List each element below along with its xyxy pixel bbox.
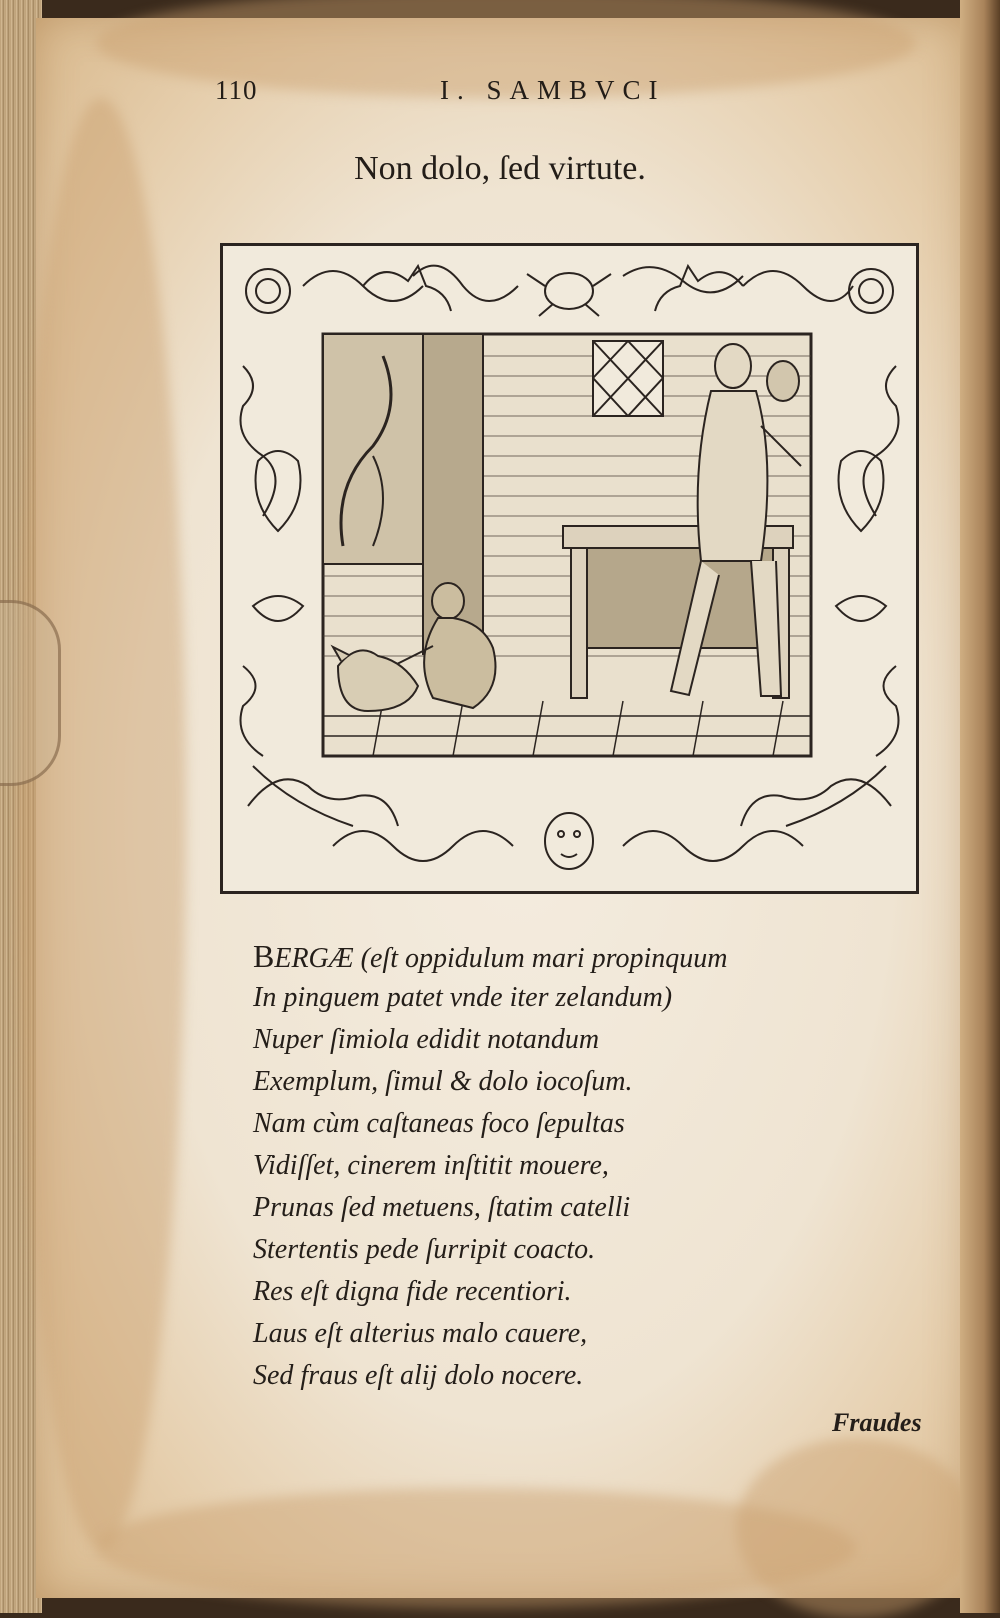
poem-line-5: Nam cùm caſtaneas foco ſepultas xyxy=(253,1108,625,1139)
catchword: Fraudes xyxy=(832,1408,922,1437)
poem-line-8: Stertentis pede ſurripit coacto. xyxy=(253,1234,596,1265)
poem-line-7: Prunas ſed metuens, ſtatim catelli xyxy=(253,1192,631,1223)
emblem-motto: Non dolo, ſed virtute. xyxy=(354,150,646,187)
page-number: 110 xyxy=(215,75,258,105)
poem-line-4: Exemplum, ſimul & dolo iocoſum. xyxy=(253,1066,633,1097)
gutter xyxy=(960,0,1000,1613)
turtle-icon xyxy=(527,273,611,316)
running-title: I. SAMBVCI xyxy=(440,75,666,105)
window-icon xyxy=(593,341,663,416)
poem-line-1-text: ERGÆ (eſt oppidulum mari propinquum xyxy=(274,943,728,974)
poem-line-10: Laus eſt alterius malo cauere, xyxy=(253,1318,588,1349)
poem-line-6: Vidiſſet, cinerem inſtitit mouere, xyxy=(253,1150,609,1181)
water-stain xyxy=(96,1488,856,1608)
poem-line-1 xyxy=(253,935,953,977)
woodcut-drawing xyxy=(223,246,916,891)
running-head xyxy=(0,75,1000,115)
water-stain xyxy=(16,98,186,1548)
bookmark-clip[interactable] xyxy=(0,600,61,786)
woodcut-illustration xyxy=(220,243,919,894)
poem xyxy=(253,935,953,1397)
poem-line-11: Sed fraus eſt alij dolo nocere. xyxy=(253,1360,584,1391)
poem-line-2: In pinguem patet vnde iter zelandum) xyxy=(253,982,673,1013)
poem-line-9: Res eſt digna fide recentiori. xyxy=(253,1276,572,1307)
mask-icon xyxy=(545,813,593,869)
poem-line-3: Nuper ſimiola edidit notandum xyxy=(253,1024,600,1055)
drop-initial: B xyxy=(253,938,275,974)
